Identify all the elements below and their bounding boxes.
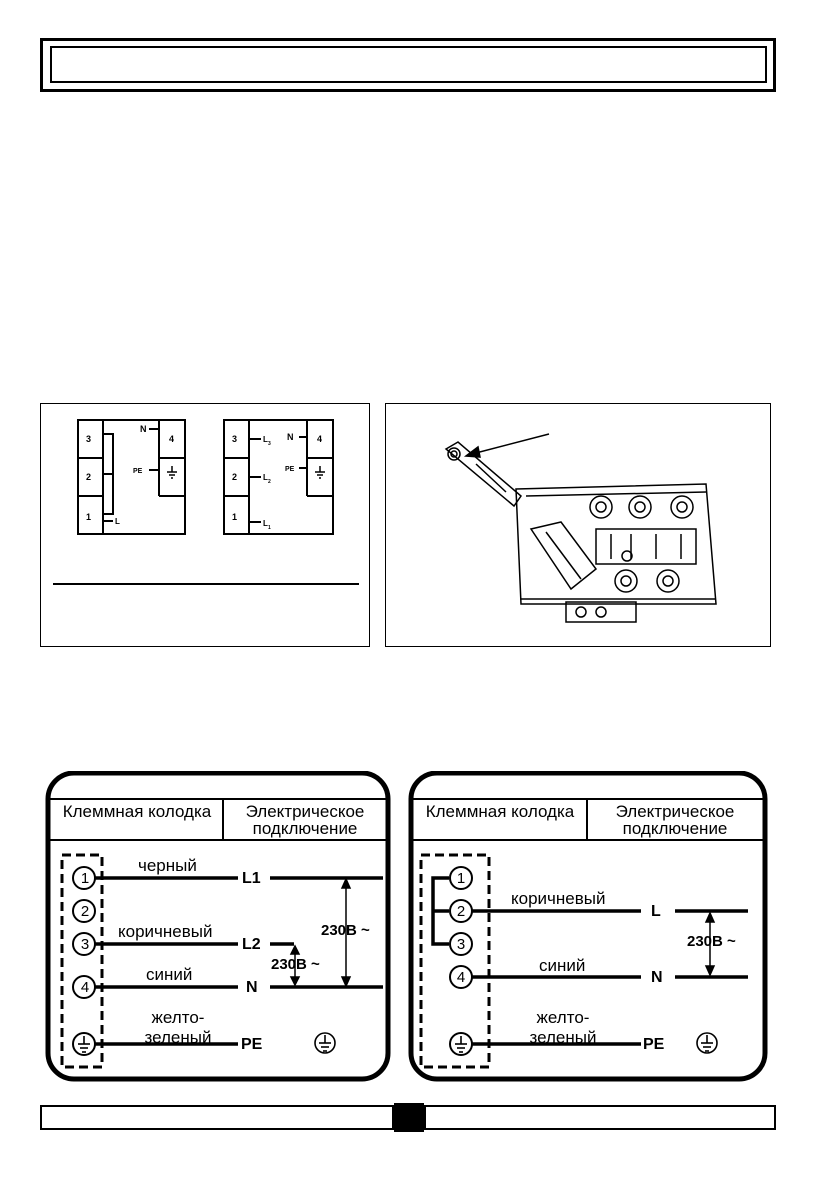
- wire-color-label-line2: зеленый: [529, 1028, 597, 1047]
- ground-symbol-icon: [315, 1033, 335, 1053]
- connection-label: N: [651, 969, 663, 986]
- wire-color-label-line2: зеленый: [144, 1028, 212, 1047]
- wire-color-label: [523, 1008, 603, 1048]
- terminal-label: 3: [268, 441, 271, 447]
- terminal-number: 3: [456, 936, 466, 953]
- wire-color-label: черный: [138, 856, 197, 875]
- wire-color-label: коричневый: [511, 889, 606, 908]
- terminal-label: 2: [86, 472, 92, 482]
- header-terminal-block: Клеммная колодка: [62, 802, 212, 821]
- terminal-number: 1: [456, 870, 466, 887]
- terminal-number: 2: [456, 903, 466, 920]
- terminal-block-drawing: [386, 404, 772, 648]
- terminal-label: L: [263, 519, 268, 528]
- header-frame-inner: [50, 46, 767, 83]
- terminal-label: 4: [317, 434, 323, 444]
- bridge-jumper: [433, 878, 449, 944]
- footer-bar-left: [40, 1105, 394, 1130]
- connection-table-single-phase: [403, 771, 773, 1083]
- ground-symbol-icon: [78, 1036, 90, 1052]
- pointer-arrow-line: [472, 434, 549, 454]
- terminal-label: N: [140, 424, 147, 434]
- connection-label: N: [246, 979, 258, 996]
- terminal-label: PE: [133, 468, 143, 475]
- connection-label: PE: [643, 1036, 665, 1053]
- terminal-label: 1: [86, 512, 92, 522]
- terminal-label: 1: [232, 512, 238, 522]
- terminal-number: 4: [456, 969, 466, 986]
- terminal-block-illustration-box: [385, 403, 771, 647]
- terminal-diagrams-svg: [41, 404, 371, 648]
- voltage-label: 230В ~: [687, 933, 736, 950]
- ground-symbol-icon: [167, 466, 177, 478]
- connection-label: PE: [241, 1036, 263, 1053]
- connection-label: L1: [242, 870, 261, 887]
- wire-color-label: синий: [146, 965, 193, 984]
- header-terminal-block: Клеммная колодка: [425, 802, 575, 821]
- terminal-label: 2: [232, 472, 238, 482]
- terminal-number: 4: [80, 979, 90, 996]
- voltage-label: 230В ~: [321, 922, 370, 939]
- terminal-label: L: [115, 517, 120, 526]
- terminal-label: 3: [86, 434, 92, 444]
- wire-color-label-line1: желто-: [151, 1008, 205, 1027]
- ground-symbol-icon: [315, 466, 325, 478]
- terminal-label: 4: [169, 434, 175, 444]
- connection-table-three-phase: [38, 771, 398, 1083]
- wire-color-label: синий: [539, 956, 586, 975]
- terminal-number: 1: [80, 870, 90, 887]
- terminal-label: 1: [268, 525, 271, 531]
- footer-page-marker: [394, 1103, 424, 1132]
- connection-label: L: [651, 903, 661, 920]
- terminal-label: PE: [285, 466, 295, 473]
- wire-color-label: [143, 1008, 213, 1048]
- terminal-label: 3: [232, 434, 238, 444]
- terminal-number: 3: [80, 936, 90, 953]
- header-electrical-connection: Электрическое подключение: [615, 802, 735, 838]
- terminal-label: 2: [268, 479, 271, 485]
- terminal-label: N: [287, 432, 294, 442]
- ground-symbol-icon: [697, 1033, 717, 1053]
- footer-bar-right: [424, 1105, 776, 1130]
- header-electrical-connection: Электрическое подключение: [245, 802, 365, 838]
- terminal-diagram-box: [40, 403, 370, 647]
- wire-color-label-line1: желто-: [536, 1008, 590, 1027]
- connection-label: L2: [242, 936, 261, 953]
- terminal-label: L: [263, 473, 268, 482]
- wire-color-label: коричневый: [118, 922, 213, 941]
- terminal-label: L: [263, 435, 268, 444]
- terminal-number: 2: [80, 903, 90, 920]
- voltage-label: 230В ~: [271, 956, 320, 973]
